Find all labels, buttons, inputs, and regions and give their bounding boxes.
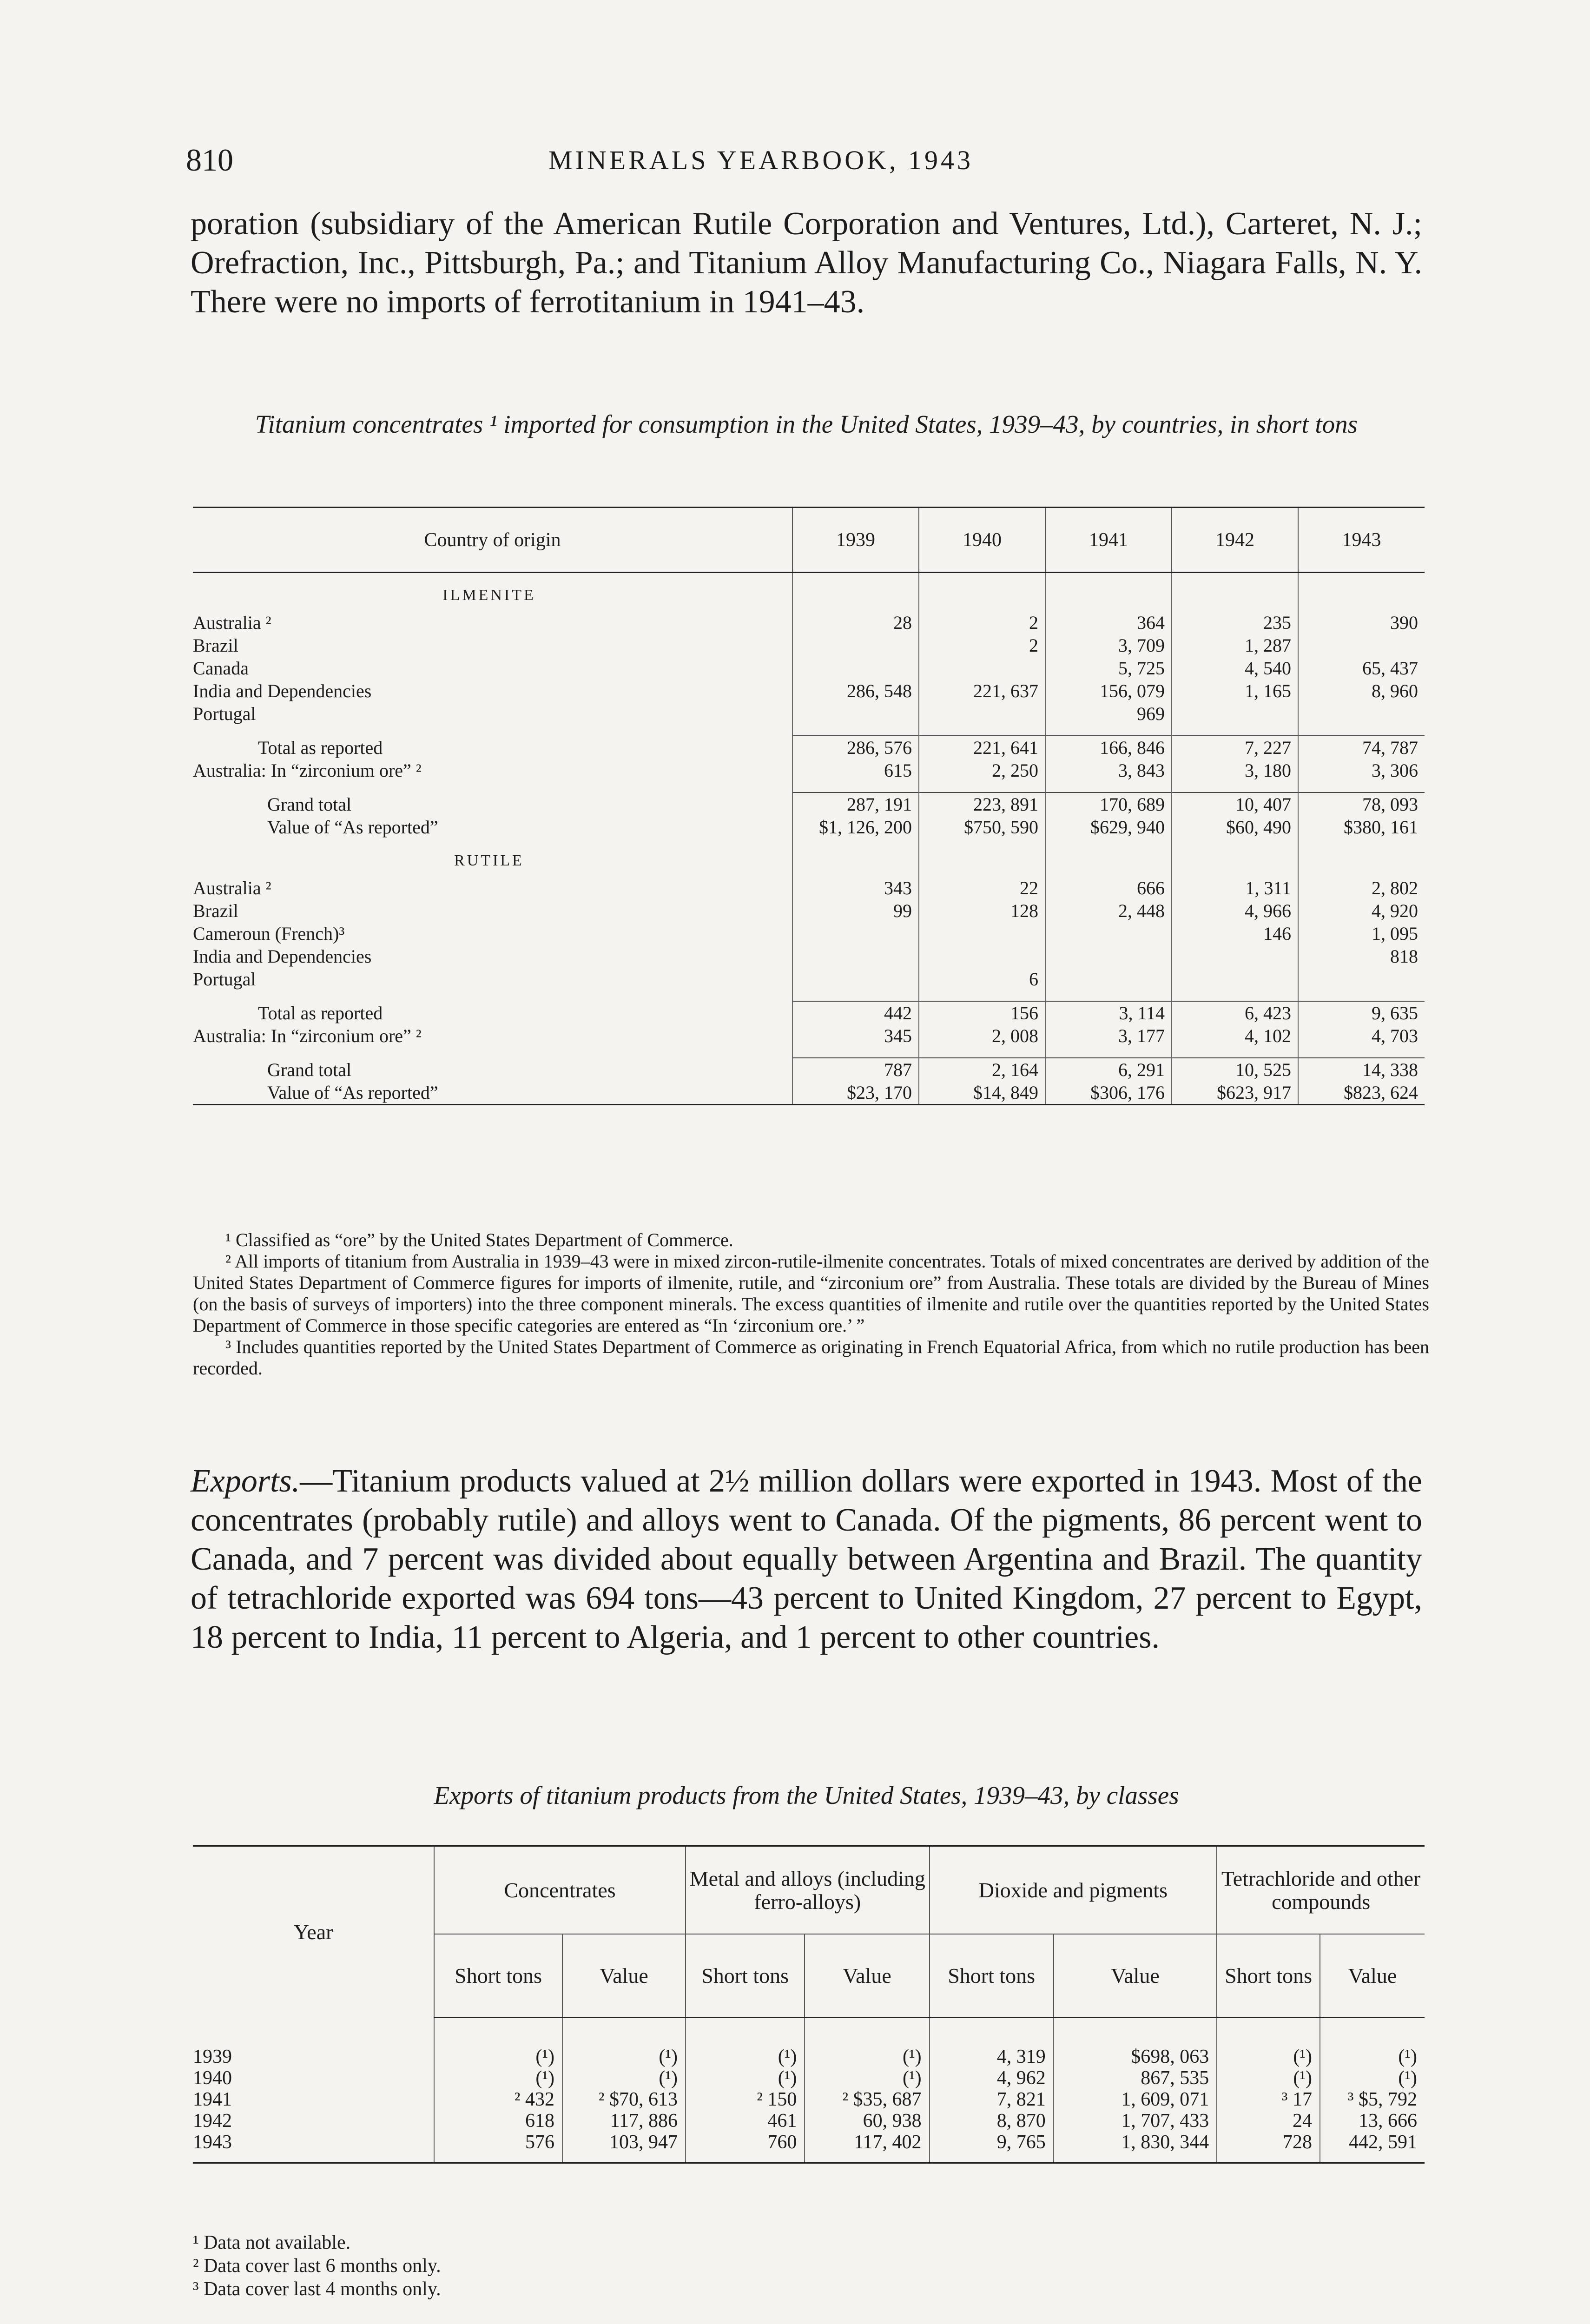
table-cell: $60, 490 (1172, 816, 1298, 838)
table-cell: (¹) (1320, 2067, 1425, 2089)
table-cell: (¹) (1217, 2046, 1320, 2067)
table-row (193, 1081, 1425, 1105)
empty-cell (919, 1047, 1045, 1058)
table-row (193, 702, 1425, 725)
intro-text: poration (subsidiary of the American Rutile Corporation and Ventures, Ltd.), Carteret, N. J.; Orefraction, Inc., Pittsburgh, Pa.; and Titanium Alloy Manufacturing Co., Niagara Falls, N. Y. There were no imports of ferrotitanium in 1941–43. (191, 206, 1422, 320)
empty-cell (1045, 725, 1172, 736)
table-cell: 4, 102 (1172, 1024, 1298, 1047)
empty-cell (1298, 573, 1425, 612)
table-cell: 99 (792, 899, 919, 922)
table-cell: 4, 966 (1172, 899, 1298, 922)
table-cell: 7, 227 (1172, 736, 1298, 759)
empty-cell (792, 782, 919, 792)
page-header (186, 142, 1418, 184)
table-cell: 343 (792, 877, 919, 899)
table-cell (792, 634, 919, 657)
table-cell: 170, 689 (1045, 792, 1172, 816)
empty-cell (1298, 782, 1425, 792)
table-cell: (¹) (434, 2046, 562, 2067)
row-label: Australia ² (193, 612, 271, 633)
table-cell: (¹) (434, 2067, 562, 2089)
empty-cell (562, 2018, 686, 2047)
table-cell: 618 (434, 2110, 562, 2132)
footnote: ³ Data cover last 4 months only. (193, 2278, 441, 2300)
table-cell: 666 (1045, 877, 1172, 899)
empty-cell (919, 990, 1045, 1001)
table-cell (1172, 968, 1298, 990)
table-cell: ³ $5, 792 (1320, 2089, 1425, 2110)
row-year: 1943 (193, 2132, 434, 2163)
row-label: Cameroun (French)³ (193, 923, 345, 944)
table-cell (919, 702, 1045, 725)
table-cell: 1, 165 (1172, 680, 1298, 702)
empty-cell (1172, 990, 1298, 1001)
table-cell (1298, 702, 1425, 725)
table-cell: 1, 609, 071 (1054, 2089, 1217, 2110)
table-cell: 4, 703 (1298, 1024, 1425, 1047)
table-cell: 1, 830, 344 (1054, 2132, 1217, 2163)
empty-cell (792, 990, 919, 1001)
col-metal-alloys: Metal and alloys (including ferro-alloys) (686, 1846, 930, 1934)
table-cell: 8, 870 (930, 2110, 1054, 2132)
empty-cell (1298, 838, 1425, 877)
table-cell: 1, 095 (1298, 922, 1425, 945)
empty-cell (1054, 2018, 1217, 2047)
table1-caption: Titanium concentrates ¹ imported for consumption in the United States, 1939–43, by countries, in short tons (255, 410, 1358, 438)
table-row (193, 816, 1425, 838)
table-cell (1298, 634, 1425, 657)
table-cell (919, 945, 1045, 968)
table-cell: 9, 765 (930, 2132, 1054, 2163)
table-cell: $380, 161 (1298, 816, 1425, 838)
row-label: Grand total (267, 793, 352, 815)
empty-cell (1172, 1047, 1298, 1058)
empty-cell (930, 2018, 1054, 2047)
table-row (193, 680, 1425, 702)
empty-cell (1172, 573, 1298, 612)
table-cell: ² $35, 687 (805, 2089, 929, 2110)
table-cell: 576 (434, 2132, 562, 2163)
table-cell: 10, 525 (1172, 1058, 1298, 1081)
table-cell: 4, 540 (1172, 657, 1298, 680)
table-cell: $698, 063 (1054, 2046, 1217, 2067)
col-1943: 1943 (1298, 508, 1425, 573)
table-cell: 9, 635 (1298, 1001, 1425, 1024)
sub-short-tons: Short tons (1217, 1934, 1320, 2018)
sub-value: Value (1054, 1934, 1217, 2018)
table-row (193, 1024, 1425, 1047)
table-cell: (¹) (805, 2046, 929, 2067)
table-cell: ² 432 (434, 2089, 562, 2110)
spacer-row (193, 725, 1425, 736)
table-cell: 787 (792, 1058, 919, 1081)
table2-caption: Exports of titanium products from the United States, 1939–43, by classes (434, 1781, 1179, 1809)
row-label: Grand total (267, 1059, 352, 1080)
table-cell: (¹) (562, 2067, 686, 2089)
table2-footnotes (193, 2231, 890, 2301)
row-label: India and Dependencies (193, 946, 372, 967)
sub-value: Value (562, 1934, 686, 2018)
row-label: Value of “As reported” (193, 1081, 792, 1105)
table-cell (1045, 922, 1172, 945)
table-cell: 7, 821 (930, 2089, 1054, 2110)
table-cell: 1, 311 (1172, 877, 1298, 899)
table-row (193, 899, 1425, 922)
table-cell: (¹) (686, 2046, 805, 2067)
exports-paragraph (191, 1462, 1422, 1657)
table-row (193, 657, 1425, 680)
empty-cell (1045, 1047, 1172, 1058)
table-cell: 117, 402 (805, 2132, 929, 2163)
empty-cell (1045, 782, 1172, 792)
table-cell: 728 (1217, 2132, 1320, 2163)
row-label: Canada (193, 658, 249, 679)
table-cell: 6, 423 (1172, 1001, 1298, 1024)
table-cell: 3, 306 (1298, 759, 1425, 782)
table-row (193, 736, 1425, 759)
empty-cell (1320, 2018, 1425, 2047)
table-cell: 364 (1045, 611, 1172, 634)
table-row (193, 2132, 1425, 2163)
empty-cell (1045, 990, 1172, 1001)
row-year: 1939 (193, 2046, 232, 2067)
table-cell (792, 968, 919, 990)
table-row (193, 2046, 1425, 2067)
empty-cell (1045, 573, 1172, 612)
table-cell: ³ 17 (1217, 2089, 1320, 2110)
imports-table-body (193, 573, 1425, 1105)
row-label: Brazil (193, 900, 238, 921)
empty-cell (805, 2018, 929, 2047)
col-1940: 1940 (919, 508, 1045, 573)
empty-cell (193, 990, 792, 1001)
table-cell: ² $70, 613 (562, 2089, 686, 2110)
imports-table (193, 507, 1425, 1105)
section-header (193, 838, 1425, 877)
table-row (193, 1001, 1425, 1024)
table-row (193, 1058, 1425, 1081)
table-cell: 146 (1172, 922, 1298, 945)
exports-text: —Titanium products valued at 2½ million dollars were exported in 1943. Most of the concentrates (probably rutile) and alloys went to Canada. Of the pigments, 86 percent went to Canada, and 7 percent was divided about equally between Argentina and Brazil. The quantity of tetrachloride exported was 694 tons—43 percent to United Kingdom, 27 percent to Egypt, 18 percent to India, 11 percent to Algeria, and 1 percent to other countries. (191, 1463, 1422, 1655)
row-label: Portugal (193, 703, 256, 724)
table-cell: 1, 707, 433 (1054, 2110, 1217, 2132)
empty-cell (919, 782, 1045, 792)
table-cell: 2, 250 (919, 759, 1045, 782)
empty-cell (1298, 990, 1425, 1001)
table-cell: 3, 177 (1045, 1024, 1172, 1047)
intro-paragraph (191, 205, 1422, 322)
table-cell: 4, 920 (1298, 899, 1425, 922)
table-cell: 286, 548 (792, 680, 919, 702)
table-cell: 760 (686, 2132, 805, 2163)
table-row (193, 759, 1425, 782)
table-cell (919, 922, 1045, 945)
table-cell: 3, 114 (1045, 1001, 1172, 1024)
table-cell: 2 (919, 611, 1045, 634)
table-cell: 235 (1172, 611, 1298, 634)
table-cell: 615 (792, 759, 919, 782)
table-cell: 78, 093 (1298, 792, 1425, 816)
table-row (193, 2089, 1425, 2110)
table-cell: 4, 319 (930, 2046, 1054, 2067)
sub-short-tons: Short tons (434, 1934, 562, 2018)
row-label: Australia: In “zirconium ore” ² (193, 760, 422, 781)
row-label: Brazil (193, 635, 238, 656)
table-cell: 2 (919, 634, 1045, 657)
table-cell (792, 922, 919, 945)
table-cell: 345 (792, 1024, 919, 1047)
footnote: ² Data cover last 6 months only. (193, 2255, 441, 2277)
footnote: ³ Includes quantities reported by the United States Department of Commerce as originating in French Equatorial Africa, from which no rutile production has been recorded. (193, 1336, 1429, 1379)
table-cell: 166, 846 (1045, 736, 1172, 759)
running-title: MINERALS YEARBOOK, 1943 (548, 145, 974, 175)
table-cell: $23, 170 (792, 1081, 919, 1105)
spacer-row (193, 990, 1425, 1001)
table-row (193, 634, 1425, 657)
table-cell: 2, 448 (1045, 899, 1172, 922)
table-row (193, 2110, 1425, 2132)
table-row (193, 877, 1425, 899)
table-cell: 156 (919, 1001, 1045, 1024)
page-number: 810 (186, 142, 233, 178)
empty-cell (193, 1047, 792, 1058)
table-row (193, 922, 1425, 945)
col-concentrates: Concentrates (434, 1846, 686, 1934)
table-cell: 60, 938 (805, 2110, 929, 2132)
table-cell: $14, 849 (919, 1081, 1045, 1105)
empty-cell (1217, 2018, 1320, 2047)
exports-lead: Exports. (191, 1463, 300, 1499)
empty-cell (193, 2018, 434, 2047)
row-year: 1942 (193, 2110, 232, 2132)
table-cell: (¹) (1217, 2067, 1320, 2089)
empty-cell (193, 782, 792, 792)
table-cell: 2, 164 (919, 1058, 1045, 1081)
col-1941: 1941 (1045, 508, 1172, 573)
row-label: Total as reported (258, 1002, 383, 1023)
empty-cell (792, 1047, 919, 1058)
row-label: India and Dependencies (193, 680, 372, 701)
table-cell: 390 (1298, 611, 1425, 634)
table-cell (792, 657, 919, 680)
col-1939: 1939 (792, 508, 919, 573)
footnote: ¹ Data not available. (193, 2232, 351, 2253)
row-label: Portugal (193, 969, 256, 990)
table-cell: 103, 947 (562, 2132, 686, 2163)
empty-cell (919, 838, 1045, 877)
exports-table (193, 1845, 1425, 2164)
row-label: Total as reported (258, 737, 383, 758)
table-cell: 6 (919, 968, 1045, 990)
footnote: ¹ Classified as “ore” by the United States Department of Commerce. (225, 1229, 733, 1250)
spacer-row (193, 782, 1425, 792)
table-cell (919, 657, 1045, 680)
empty-cell (919, 573, 1045, 612)
table-cell: 2, 802 (1298, 877, 1425, 899)
section-title: ILMENITE (442, 586, 536, 604)
table-cell: 818 (1298, 945, 1425, 968)
table-cell: (¹) (1320, 2046, 1425, 2067)
table-cell: 5, 725 (1045, 657, 1172, 680)
table-cell: (¹) (686, 2067, 805, 2089)
col-tetrachloride: Tetrachloride and other compounds (1217, 1846, 1425, 1934)
table-cell: 128 (919, 899, 1045, 922)
empty-cell (792, 573, 919, 612)
table-row (193, 2067, 1425, 2089)
col-country: Country of origin (193, 508, 792, 573)
table-cell (792, 702, 919, 725)
empty-cell (1172, 838, 1298, 877)
exports-table-body (193, 2018, 1425, 2163)
table-row (193, 945, 1425, 968)
sub-short-tons: Short tons (930, 1934, 1054, 2018)
table-cell: $1, 126, 200 (792, 816, 919, 838)
sub-value: Value (805, 1934, 929, 2018)
table-cell: 442, 591 (1320, 2132, 1425, 2163)
table-cell: 287, 191 (792, 792, 919, 816)
table-cell: $823, 624 (1298, 1081, 1425, 1105)
table-cell: 969 (1045, 702, 1172, 725)
table1-footnotes (193, 1229, 1429, 1379)
empty-cell (1172, 782, 1298, 792)
table-row (193, 792, 1425, 816)
table-cell: 14, 338 (1298, 1058, 1425, 1081)
table-cell: 867, 535 (1054, 2067, 1217, 2089)
table-cell: $306, 176 (1045, 1081, 1172, 1105)
row-label: Value of “As reported” (267, 817, 438, 838)
table-cell: 221, 637 (919, 680, 1045, 702)
table-cell: $750, 590 (919, 816, 1045, 838)
empty-cell (792, 725, 919, 736)
table-cell (1298, 968, 1425, 990)
table-cell: $629, 940 (1045, 816, 1172, 838)
table-cell: 221, 641 (919, 736, 1045, 759)
table-cell: 156, 079 (1045, 680, 1172, 702)
sub-short-tons: Short tons (686, 1934, 805, 2018)
table-cell: 22 (919, 877, 1045, 899)
table-cell (1172, 702, 1298, 725)
exports-table-header (193, 1846, 1425, 1934)
empty-cell (193, 725, 792, 736)
table-cell: 117, 886 (562, 2110, 686, 2132)
table-cell: 65, 437 (1298, 657, 1425, 680)
section-title: RUTILE (454, 852, 524, 869)
table-cell (792, 945, 919, 968)
empty-cell (1298, 1047, 1425, 1058)
table-cell: 8, 960 (1298, 680, 1425, 702)
table-cell: 28 (792, 611, 919, 634)
section-header (193, 573, 1425, 612)
table-row (193, 968, 1425, 990)
row-year: 1941 (193, 2089, 232, 2110)
sub-value: Value (1320, 1934, 1425, 2018)
table-cell: (¹) (805, 2067, 929, 2089)
col-year: Year (193, 1846, 434, 2018)
empty-cell (434, 2018, 562, 2047)
row-label: Australia ² (193, 878, 271, 898)
table-cell: 10, 407 (1172, 792, 1298, 816)
table-cell: 223, 891 (919, 792, 1045, 816)
spacer-row (193, 1047, 1425, 1058)
table-cell: ² 150 (686, 2089, 805, 2110)
col-dioxide-pigments: Dioxide and pigments (930, 1846, 1217, 1934)
row-label: Australia: In “zirconium ore” ² (193, 1025, 422, 1046)
col-1942: 1942 (1172, 508, 1298, 573)
table-cell: 6, 291 (1045, 1058, 1172, 1081)
table-cell: 3, 180 (1172, 759, 1298, 782)
table-row (193, 611, 1425, 634)
table-cell (1045, 945, 1172, 968)
empty-cell (1045, 838, 1172, 877)
table-cell: 442 (792, 1001, 919, 1024)
spacer-row (193, 2018, 1425, 2047)
table-cell (1045, 968, 1172, 990)
table-cell: (¹) (562, 2046, 686, 2067)
table-cell: 3, 709 (1045, 634, 1172, 657)
table-cell: 13, 666 (1320, 2110, 1425, 2132)
empty-cell (792, 838, 919, 877)
table-cell: 461 (686, 2110, 805, 2132)
row-year: 1940 (193, 2067, 232, 2089)
table-cell: 24 (1217, 2110, 1320, 2132)
table-cell: $623, 917 (1172, 1081, 1298, 1105)
table-cell: 2, 008 (919, 1024, 1045, 1047)
table-cell: 4, 962 (930, 2067, 1054, 2089)
table-cell: 286, 576 (792, 736, 919, 759)
table-cell: 1, 287 (1172, 634, 1298, 657)
empty-cell (919, 725, 1045, 736)
empty-cell (686, 2018, 805, 2047)
imports-table-header (193, 508, 1425, 573)
footnote: ² All imports of titanium from Australia in 1939–43 were in mixed zircon-rutile-ilmenite concentrates. Totals of mixed concentrates are derived by addition of the United States Department of Commerce figures for imports of ilmenite, rutile, and “zirconium ore” from Australia. These totals are divided by the Bureau of Mines (on the basis of surveys of importers) into the three component minerals. The excess quantities of ilmenite and rutile over the quantities reported by the United States Department of Commerce in those specific categories are entered as “In ‘zirconium ore.’ ” (193, 1251, 1429, 1336)
empty-cell (1298, 725, 1425, 736)
empty-cell (1172, 725, 1298, 736)
table-cell: 74, 787 (1298, 736, 1425, 759)
table-cell: 3, 843 (1045, 759, 1172, 782)
table-cell (1172, 945, 1298, 968)
